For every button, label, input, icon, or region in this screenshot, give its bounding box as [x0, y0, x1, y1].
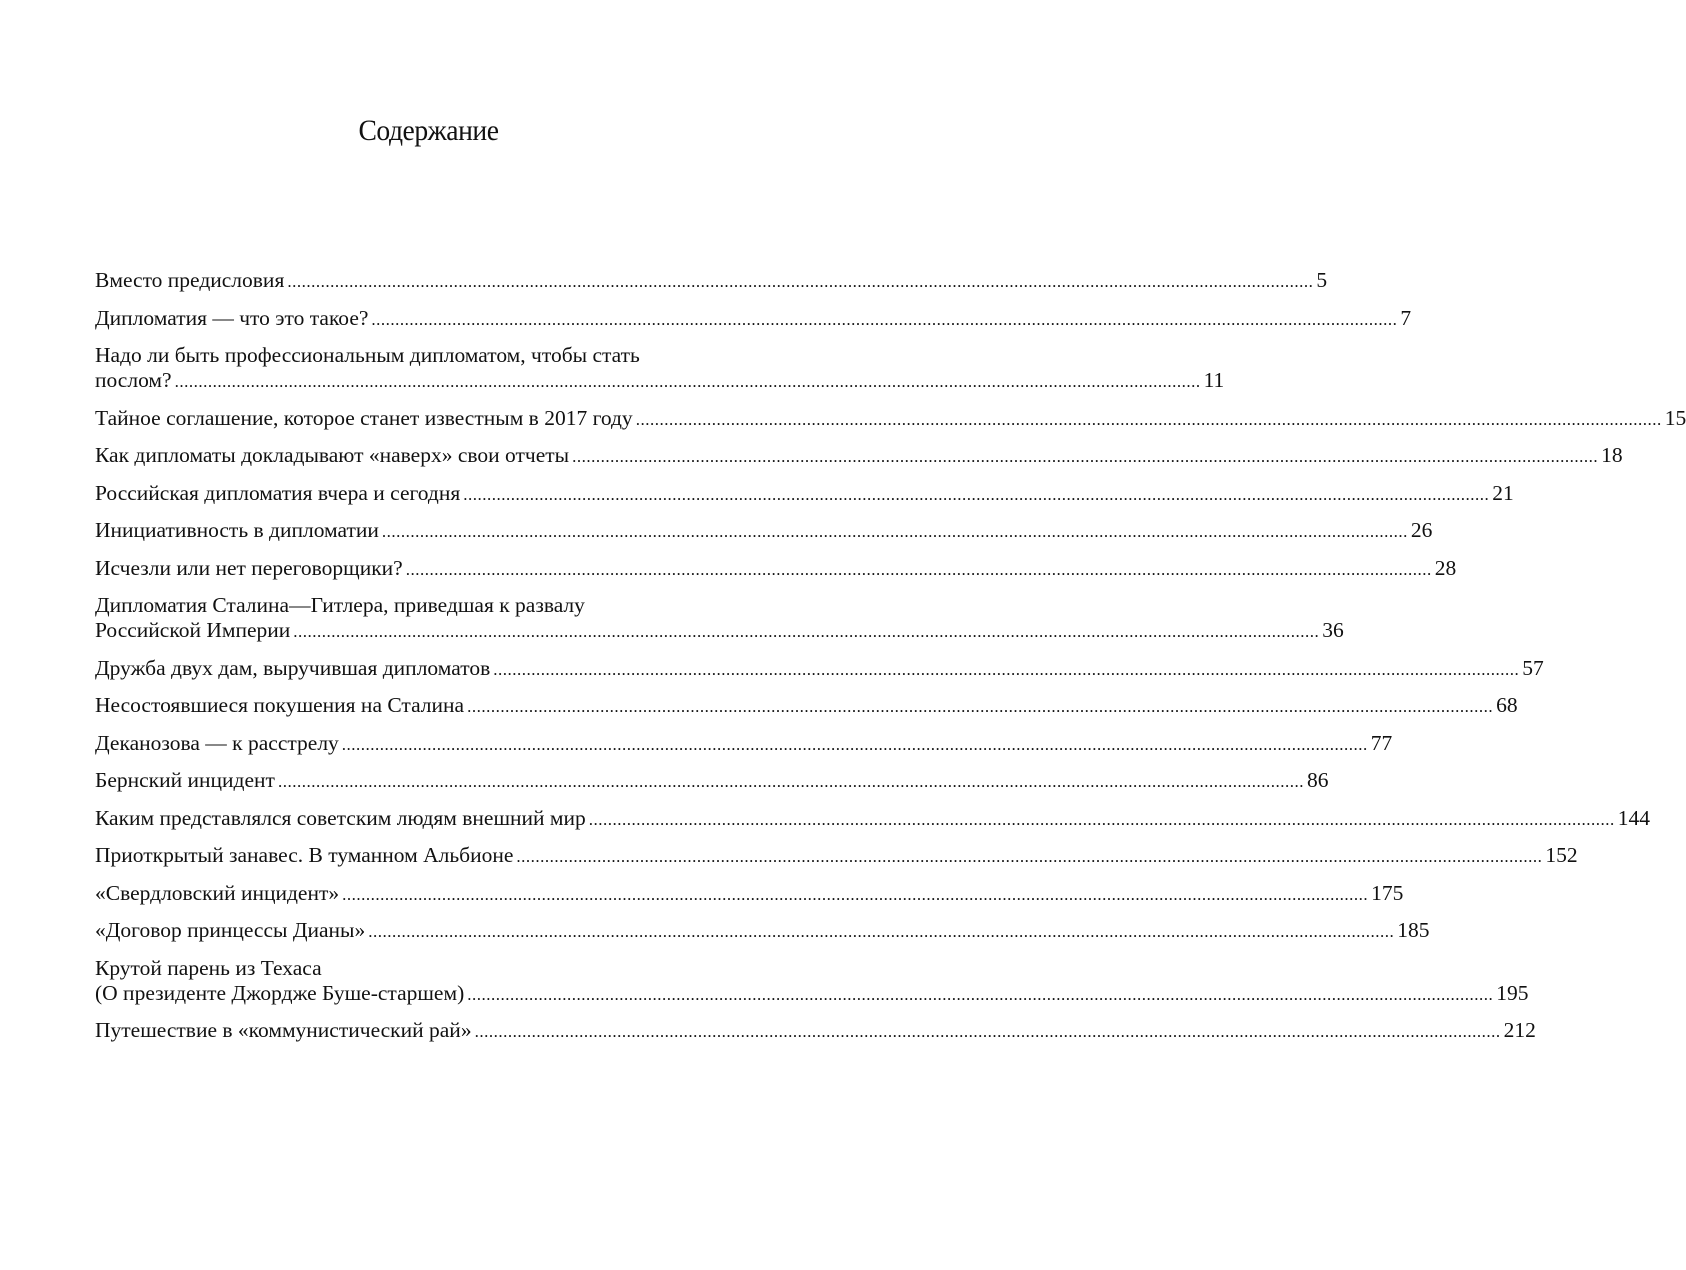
dot-leader: [293, 619, 1319, 644]
toc-entry-title: Тайное соглашение, которое станет известным в 2017 году: [95, 405, 633, 430]
toc-entry-page: 28: [1434, 555, 1457, 580]
dot-leader: [516, 844, 1542, 869]
dot-leader: [287, 269, 1313, 294]
toc-entry-page: 185: [1397, 918, 1430, 942]
dot-leader: [572, 444, 1598, 469]
toc-entry: [95, 1018, 1536, 1044]
toc-entry-title: Бернский инцидент: [95, 768, 275, 792]
toc-entry-page: 68: [1496, 693, 1518, 717]
dot-leader: [467, 982, 1493, 1007]
toc-entry-title: Путешествие в «коммунистический рай»: [95, 1018, 472, 1042]
toc-entry-page: 77: [1370, 730, 1393, 755]
toc-entry: [95, 593, 1344, 644]
toc-entry-title: Крутой парень из Техаса: [95, 955, 322, 980]
dot-leader: [463, 482, 1489, 507]
toc-entry: [95, 768, 1329, 794]
toc-entry-title: Российская дипломатия вчера и сегодня: [95, 480, 461, 505]
toc-entry-title-continuation: (О президенте Джордже Буше-старшем): [95, 980, 465, 1005]
page-title: Содержание: [358, 114, 499, 147]
dot-leader: [475, 1019, 1501, 1044]
toc-entry: [95, 955, 1529, 1007]
toc-entry-page: 144: [1617, 805, 1651, 830]
dot-leader: [467, 694, 1493, 719]
toc-entry-page: 15: [1664, 405, 1686, 430]
toc-entry: [95, 305, 1412, 332]
toc-entry: [95, 343, 1225, 394]
toc-entry-page: 5: [1316, 268, 1328, 292]
toc-entry-title: Вместо предисловия: [95, 268, 285, 292]
dot-leader: [406, 557, 1432, 582]
toc-entry-title-continuation: Российской Империи: [95, 618, 291, 642]
toc-entry-page: 57: [1522, 655, 1544, 680]
dot-leader: [278, 769, 1304, 794]
toc-entry-page: 86: [1306, 768, 1329, 792]
toc-entry: [95, 405, 1686, 432]
dot-leader: [175, 369, 1201, 394]
toc-entry-title-continuation: послом?: [95, 368, 172, 392]
toc-entry-title: Дипломатия Сталина—Гитлера, приведшая к развалу: [95, 593, 585, 617]
toc-entry-page: 26: [1410, 518, 1433, 542]
toc-entry-title: Дружба двух дам, выручившая дипломатов: [95, 655, 491, 680]
toc-entry-title: Приоткрытый занавес. В туманном Альбионе: [95, 843, 514, 867]
toc-entry-title: «Свердловский инцидент»: [95, 880, 340, 905]
toc-entry-page: 36: [1322, 618, 1344, 642]
dot-leader: [636, 407, 1662, 432]
toc-entry-page: 18: [1601, 443, 1623, 467]
dot-leader: [342, 732, 1368, 757]
toc-entry: [95, 480, 1514, 507]
toc-entry-page: 7: [1400, 305, 1412, 330]
dot-leader: [493, 657, 1519, 682]
toc-entry-page: 21: [1492, 480, 1514, 505]
table-of-contents: [95, 268, 1686, 1056]
toc-entry-title: Деканозова — к расстрелу: [95, 730, 339, 755]
dot-leader: [371, 307, 1397, 332]
dot-leader: [382, 519, 1408, 544]
toc-entry: [95, 693, 1518, 719]
toc-entry-title: Несостоявшиеся покушения на Сталина: [95, 693, 465, 717]
toc-entry-title: Как дипломаты докладывают «наверх» свои отчеты: [95, 443, 570, 467]
toc-entry-page: 152: [1545, 843, 1578, 867]
toc-entry-page: 175: [1371, 880, 1404, 905]
dot-leader: [368, 919, 1394, 944]
toc-entry: [95, 730, 1393, 757]
toc-entry: [95, 880, 1404, 907]
toc-entry: [95, 518, 1433, 544]
toc-entry-title: Исчезли или нет переговорщики?: [95, 555, 403, 580]
toc-entry-title: «Договор принцессы Дианы»: [95, 918, 366, 942]
toc-entry: [95, 655, 1544, 682]
toc-entry-title: Инициативность в дипломатии: [95, 518, 379, 542]
toc-entry: [95, 805, 1651, 832]
dot-leader: [589, 807, 1615, 832]
toc-entry: [95, 443, 1623, 469]
toc-entry: [95, 555, 1457, 582]
toc-entry-page: 212: [1503, 1018, 1536, 1042]
toc-entry-title: Каким представлялся советским людям внешний мир: [95, 805, 586, 830]
toc-entry: [95, 918, 1430, 944]
toc-entry: [95, 843, 1578, 869]
dot-leader: [342, 882, 1368, 907]
toc-entry-page: 11: [1203, 368, 1225, 392]
toc-entry: [95, 268, 1328, 294]
toc-entry-title: Дипломатия — что это такое?: [95, 305, 369, 330]
toc-entry-title: Надо ли быть профессиональным дипломатом, чтобы стать: [95, 343, 640, 367]
toc-entry-page: 195: [1496, 980, 1529, 1005]
